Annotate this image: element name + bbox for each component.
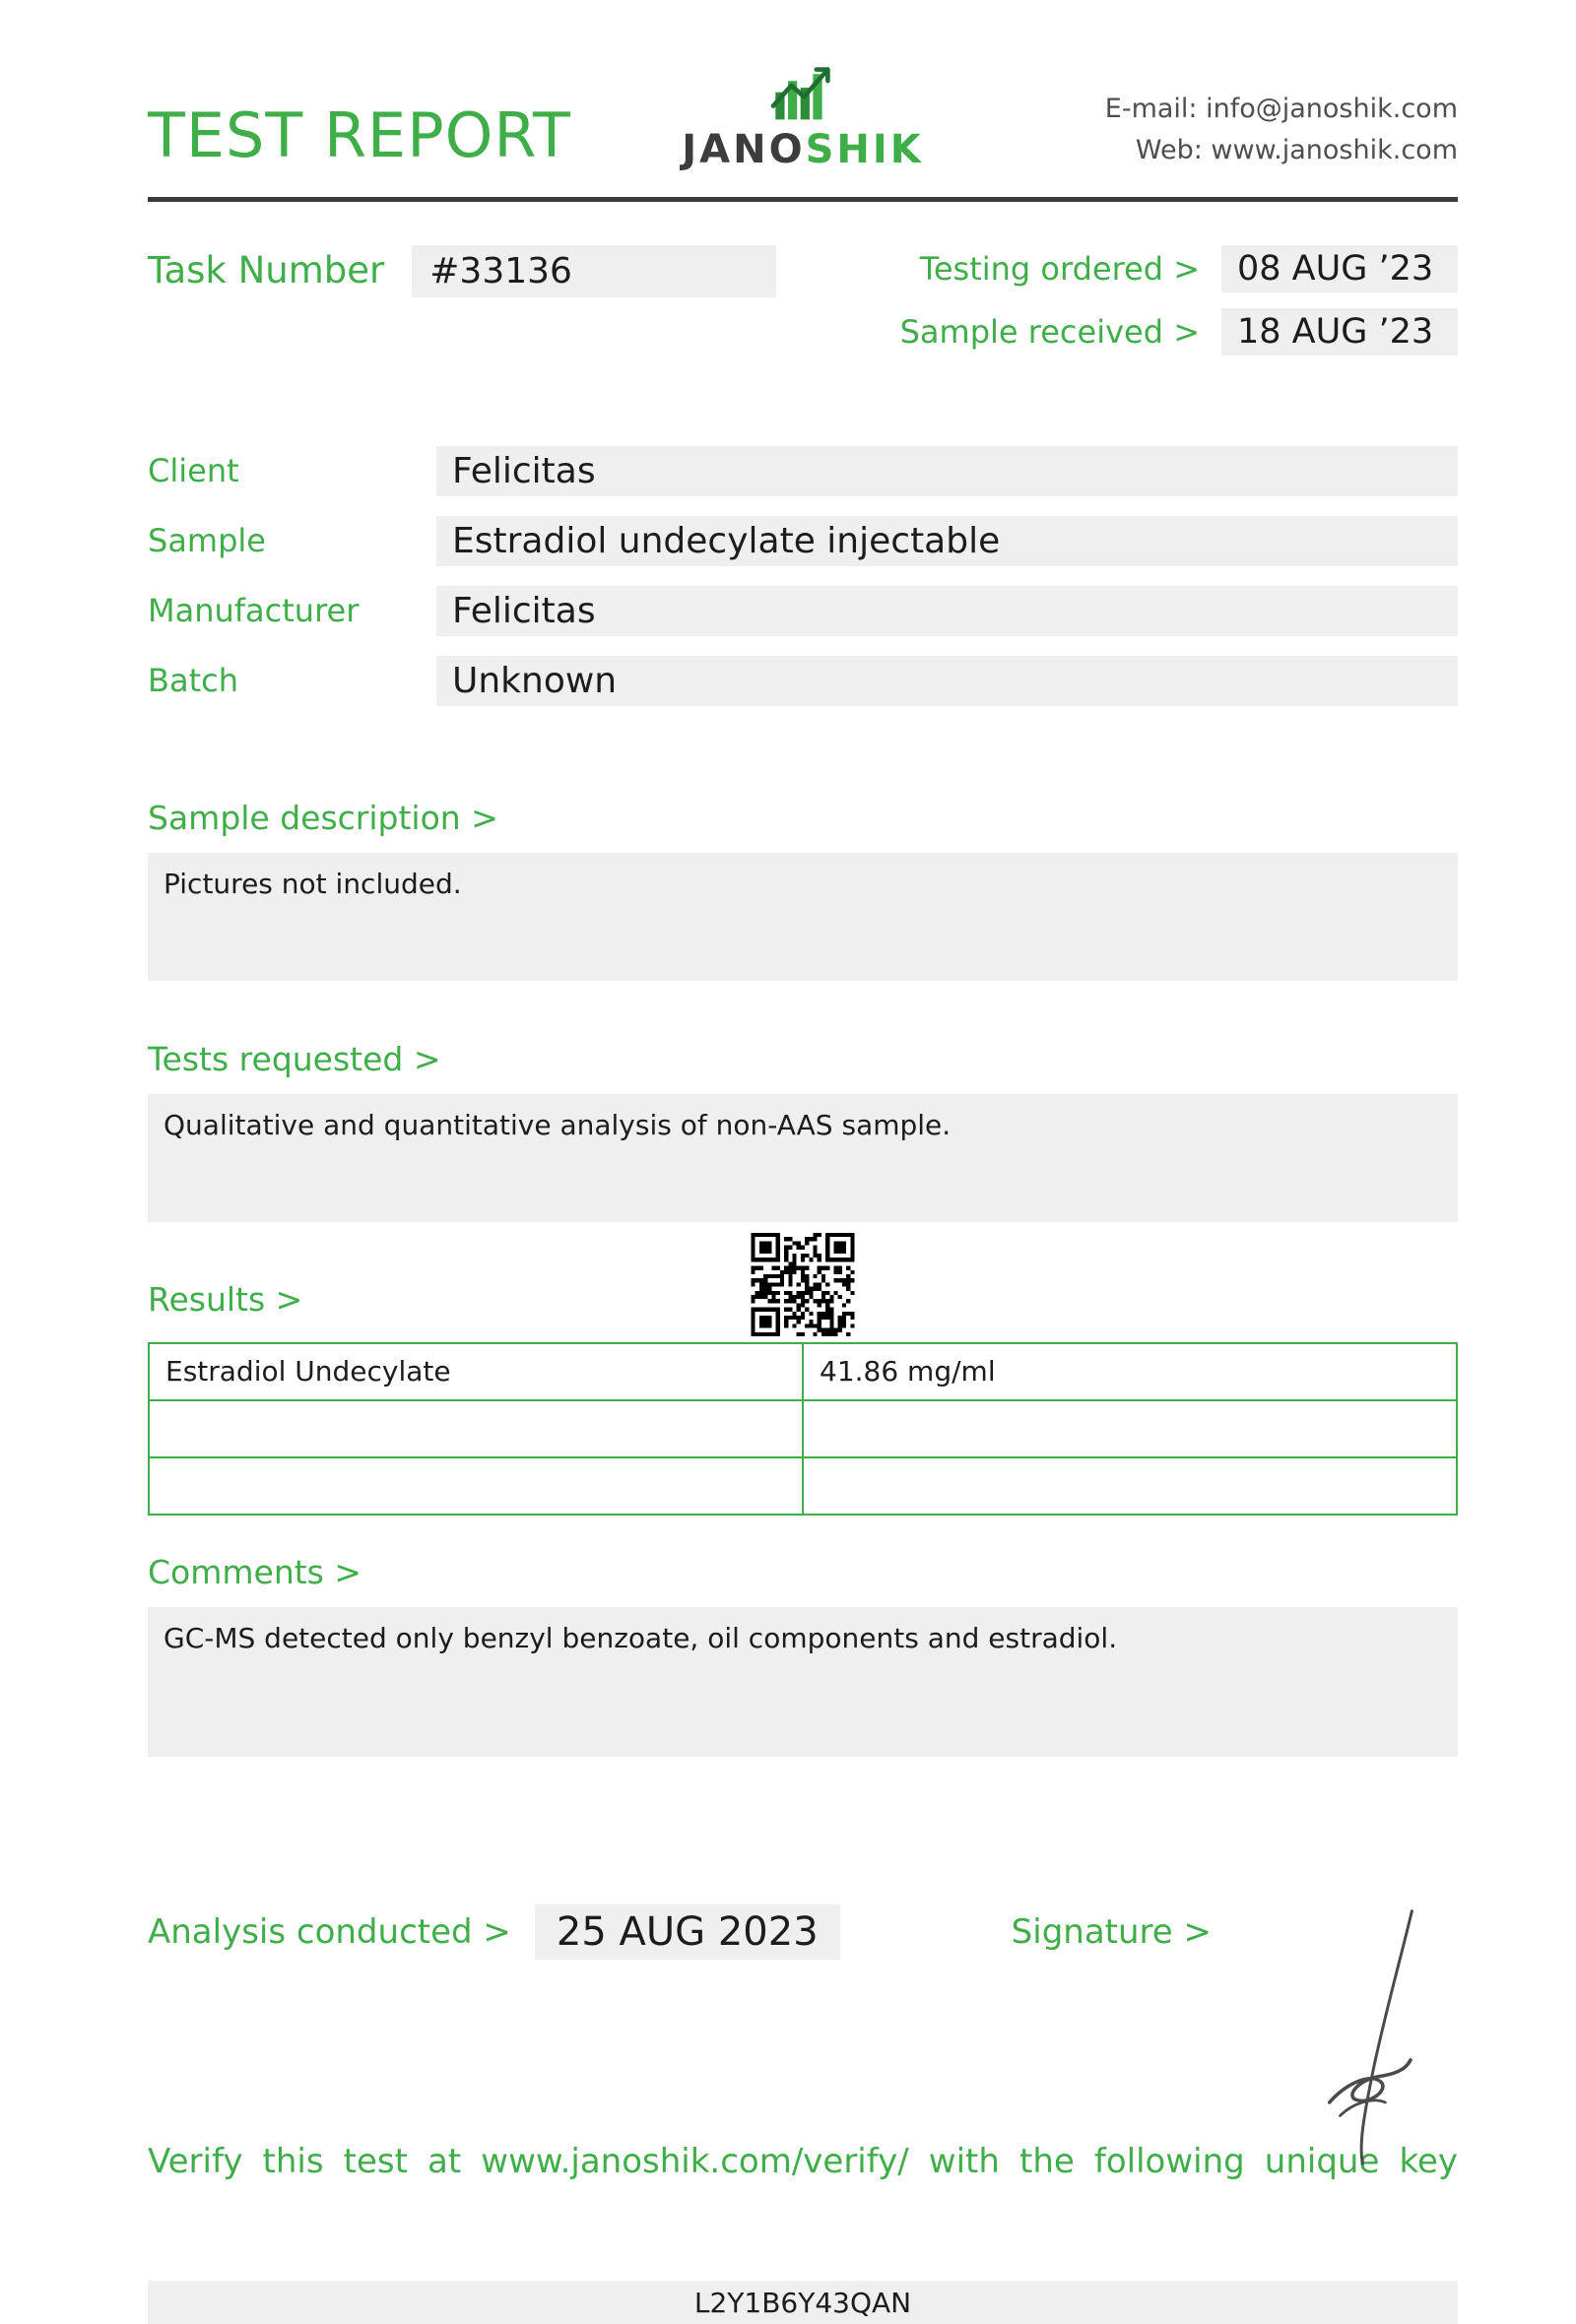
report-title: TEST REPORT — [148, 98, 571, 171]
testing-ordered-label: Testing ordered > — [919, 249, 1200, 288]
result-analyte: Estradiol Undecylate — [149, 1343, 803, 1400]
manufacturer-value: Felicitas — [436, 586, 1458, 636]
result-value: 41.86 mg/ml — [803, 1343, 1457, 1400]
verify-instruction: Verify this test at www.janoshik.com/verify/ with the following unique key — [148, 2141, 1458, 2181]
tests-requested-text: Qualitative and quantitative analysis of non-AAS sample. — [148, 1094, 1458, 1222]
web-value: www.janoshik.com — [1211, 134, 1458, 165]
task-number-label: Task Number — [148, 248, 385, 291]
contact-block — [924, 63, 1458, 171]
task-number-value: #33136 — [412, 245, 776, 297]
batch-value: Unknown — [436, 656, 1458, 706]
signature-label: Signature > — [1011, 1911, 1212, 1952]
client-value: Felicitas — [436, 446, 1458, 496]
results-row — [149, 1400, 1457, 1457]
comments-text: GC-MS detected only benzyl benzoate, oil components and estradiol. — [148, 1607, 1458, 1757]
signature — [1300, 1896, 1433, 2176]
dates-group — [900, 245, 1458, 355]
manufacturer-label: Manufacturer — [148, 592, 360, 630]
analysis-conducted-date: 25 AUG 2023 — [535, 1904, 840, 1960]
sample-received-value: 18 AUG ’23 — [1221, 308, 1458, 355]
report-header — [148, 0, 1458, 171]
testing-ordered-row — [920, 245, 1458, 292]
sample-description-text: Pictures not included. — [148, 853, 1458, 981]
qr-code — [752, 1233, 855, 1336]
results-table — [148, 1342, 1458, 1516]
result-analyte — [149, 1400, 803, 1457]
sample-received-row — [900, 308, 1458, 355]
info-row-manufacturer — [148, 586, 1458, 636]
tests-requested-label: Tests requested > — [148, 1039, 441, 1078]
email-value: info@janoshik.com — [1206, 94, 1458, 124]
results-label: Results > — [148, 1279, 303, 1319]
analysis-row — [148, 1904, 1458, 1960]
sample-label: Sample — [148, 522, 266, 560]
client-label: Client — [148, 452, 239, 490]
result-value — [803, 1457, 1457, 1515]
testing-ordered-value: 08 AUG ’23 — [1221, 245, 1458, 292]
janoshik-logo — [682, 65, 924, 171]
batch-label: Batch — [148, 662, 238, 700]
comments-section — [148, 1553, 1458, 1757]
results-row — [149, 1343, 1457, 1400]
email-label: E-mail: — [1104, 94, 1198, 124]
sample-description-section — [148, 799, 1458, 981]
header-divider — [148, 197, 1458, 202]
result-analyte — [149, 1457, 803, 1515]
result-value — [803, 1400, 1457, 1457]
info-row-client — [148, 446, 1458, 496]
sample-received-label: Sample received > — [899, 312, 1200, 351]
info-row-sample — [148, 516, 1458, 566]
contact-email-line — [924, 89, 1458, 130]
tests-requested-section — [148, 1040, 1458, 1222]
task-number-group — [148, 245, 776, 355]
contact-web-line — [924, 130, 1458, 171]
results-section-header — [148, 1228, 1458, 1342]
sample-info-section — [148, 446, 1458, 706]
task-section — [148, 245, 1458, 355]
logo-wordmark-shik: SHIK — [805, 126, 924, 172]
sample-description-label: Sample description > — [148, 798, 498, 837]
info-row-batch — [148, 656, 1458, 706]
web-label: Web: — [1135, 134, 1203, 165]
sample-value: Estradiol undecylate injectable — [436, 516, 1458, 566]
logo-wordmark-jano: JANO — [682, 126, 806, 172]
comments-label: Comments > — [148, 1552, 362, 1591]
logo-wordmark — [682, 128, 924, 171]
analysis-conducted-label: Analysis conducted > — [148, 1911, 511, 1952]
logo-chart-icon — [766, 65, 839, 128]
results-row — [149, 1457, 1457, 1515]
unique-key: L2Y1B6Y43QAN — [148, 2281, 1458, 2324]
